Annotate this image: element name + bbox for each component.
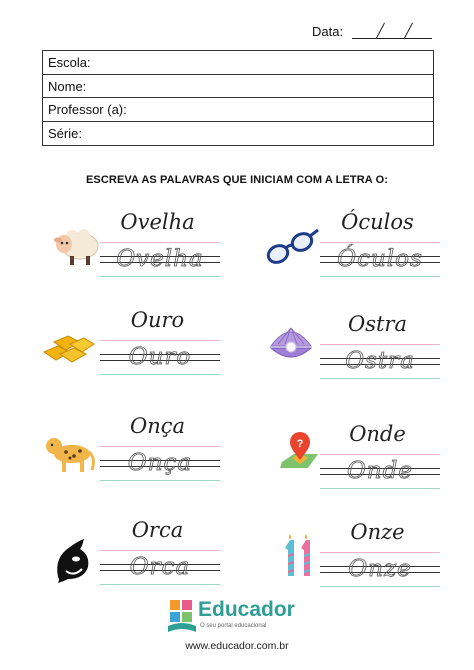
word-cell xyxy=(315,210,474,290)
footer-url[interactable]: www.educador.com.br xyxy=(185,640,289,652)
word-model: Ostra xyxy=(348,312,407,336)
gold-bars-icon xyxy=(40,330,96,364)
word-model: Orca xyxy=(131,518,184,542)
word-cell xyxy=(95,210,295,290)
word-cell xyxy=(315,422,474,502)
name-field[interactable]: Nome: xyxy=(43,75,433,99)
date-slash xyxy=(404,23,413,38)
word-model: Ouro xyxy=(130,308,185,332)
svg-text:?: ? xyxy=(296,438,304,450)
word-cell xyxy=(315,312,474,392)
word-cell xyxy=(95,518,295,598)
date-slash xyxy=(376,23,385,38)
date-label: Data: xyxy=(312,24,344,39)
word-trace[interactable]: Ouro xyxy=(128,344,192,370)
word-trace[interactable]: Óculos xyxy=(337,246,423,272)
instruction-text: ESCREVA AS PALAVRAS QUE INICIAM COM A LETRA O: xyxy=(85,174,388,186)
word-model: Óculos xyxy=(341,210,414,234)
word-trace[interactable]: Onze xyxy=(348,556,412,582)
word-trace[interactable]: Onça xyxy=(127,450,193,476)
word-model: Onze xyxy=(350,520,405,544)
educador-logo xyxy=(166,596,316,636)
date-line xyxy=(352,38,432,39)
word-model: Onde xyxy=(349,422,406,446)
school-field[interactable]: Escola: xyxy=(43,51,433,75)
sheep-icon xyxy=(50,218,100,268)
word-trace[interactable]: Orca xyxy=(129,554,191,580)
orca-icon xyxy=(52,537,92,583)
jaguar-icon xyxy=(42,428,98,478)
logo-tagline: O seu portal educacional xyxy=(200,623,267,629)
logo-name: Educador xyxy=(198,598,295,621)
word-model: Ovelha xyxy=(120,210,195,234)
word-cell xyxy=(95,308,295,388)
word-trace[interactable]: Onde xyxy=(346,458,413,484)
puzzle-book-icon xyxy=(166,596,198,634)
word-trace[interactable]: Ovelha xyxy=(116,246,204,272)
word-cell xyxy=(95,414,295,494)
word-model: Onça xyxy=(129,414,186,438)
grade-field[interactable]: Série: xyxy=(48,125,82,141)
teacher-field[interactable]: Professor (a): xyxy=(43,98,433,122)
word-trace[interactable]: Ostra xyxy=(345,348,415,374)
student-info-table xyxy=(42,50,434,146)
word-cell xyxy=(315,520,474,600)
